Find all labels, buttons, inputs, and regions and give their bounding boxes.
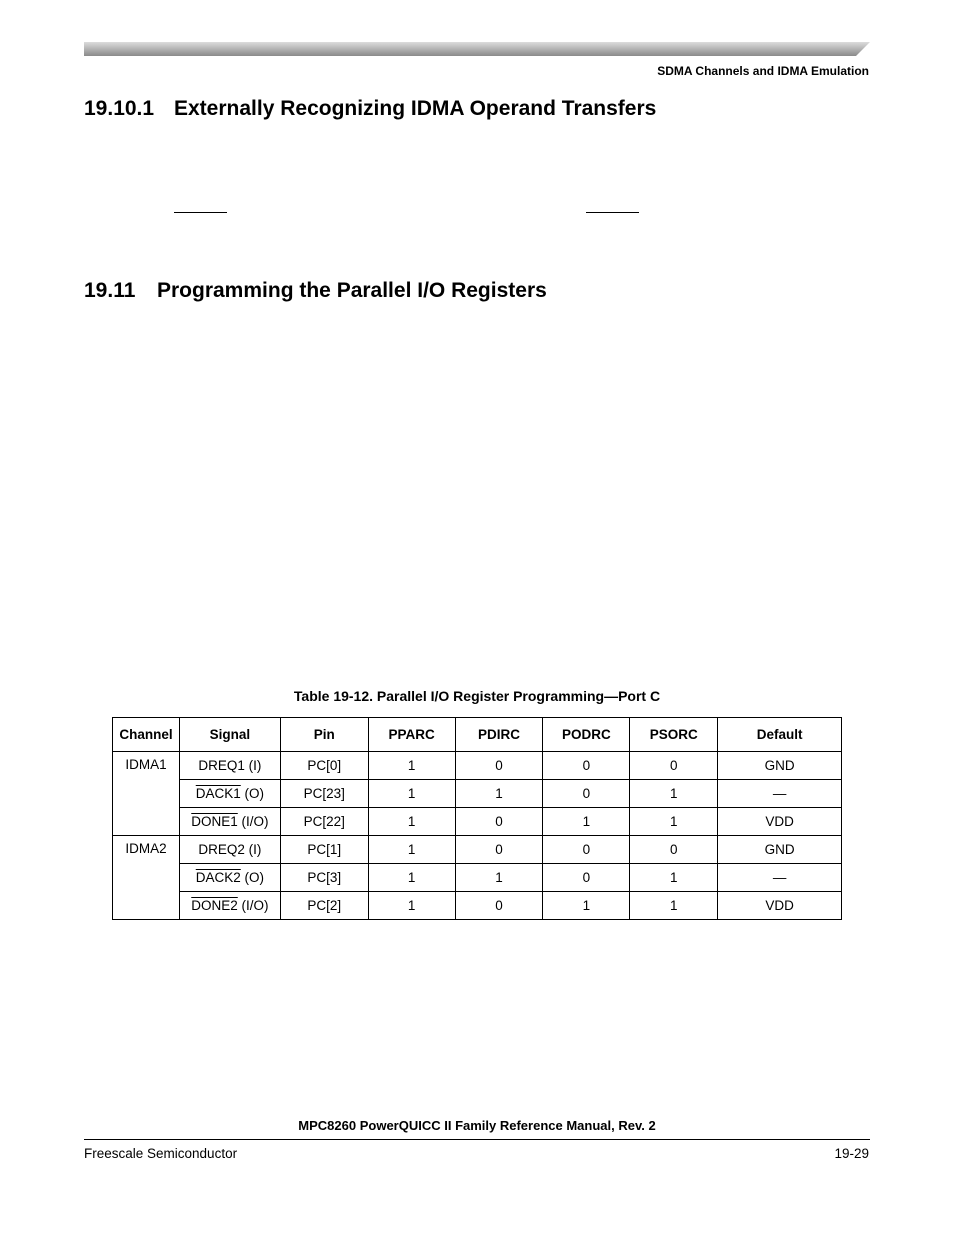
- footer-manual-title: MPC8260 PowerQUICC II Family Reference Manual, Rev. 2: [298, 1118, 656, 1133]
- pparc-cell: 1: [368, 892, 455, 920]
- psorc-cell: 1: [630, 892, 718, 920]
- signal-name: DONE2: [191, 898, 238, 913]
- psorc-cell: 1: [630, 808, 718, 836]
- pparc-cell: 1: [368, 752, 455, 780]
- signal-cell: [179, 892, 280, 920]
- pparc-cell: 1: [368, 780, 455, 808]
- pin-cell: PC[3]: [280, 864, 368, 892]
- table-row: [113, 864, 842, 892]
- pdirc-cell: 0: [455, 892, 543, 920]
- podrc-cell: 1: [543, 892, 630, 920]
- section-heading-19-10-1: [84, 97, 656, 121]
- pdirc-cell: 1: [455, 864, 543, 892]
- pdirc-cell: 0: [455, 808, 543, 836]
- overbar-mark: [586, 212, 639, 213]
- table-row: [113, 892, 842, 920]
- signal-direction: (I/O): [237, 898, 269, 913]
- signal-direction: (I): [244, 758, 262, 773]
- pparc-cell: 1: [368, 836, 455, 864]
- pdirc-cell: 0: [455, 752, 543, 780]
- default-cell: GND: [718, 836, 842, 864]
- signal-direction: (I/O): [237, 814, 269, 829]
- port-c-register-table: [112, 717, 842, 920]
- signal-cell: [179, 752, 280, 780]
- table-row: [113, 836, 842, 864]
- pin-cell: PC[1]: [280, 836, 368, 864]
- table-caption: Table 19-12. Parallel I/O Register Programming—Port C: [293, 688, 661, 704]
- signal-name: DACK1: [195, 786, 241, 801]
- column-header: Channel: [113, 718, 180, 752]
- default-cell: —: [718, 780, 842, 808]
- pin-cell: PC[23]: [280, 780, 368, 808]
- psorc-cell: 0: [630, 752, 718, 780]
- column-header: PDIRC: [455, 718, 543, 752]
- signal-name: DONE1: [191, 814, 238, 829]
- signal-cell: [179, 808, 280, 836]
- psorc-cell: 1: [630, 780, 718, 808]
- table-row: [113, 780, 842, 808]
- column-header: Pin: [280, 718, 368, 752]
- default-cell: VDD: [718, 808, 842, 836]
- signal-direction: (O): [240, 786, 265, 801]
- default-cell: VDD: [718, 892, 842, 920]
- podrc-cell: 0: [543, 780, 630, 808]
- pin-cell: PC[22]: [280, 808, 368, 836]
- column-header: PODRC: [543, 718, 630, 752]
- channel-cell: IDMA2: [113, 836, 180, 920]
- signal-direction: (O): [240, 870, 265, 885]
- pparc-cell: 1: [368, 864, 455, 892]
- signal-direction: (I): [244, 842, 262, 857]
- footer-divider: [84, 1139, 870, 1140]
- signal-cell: [179, 780, 280, 808]
- signal-name: DREQ1: [198, 758, 245, 773]
- column-header: Signal: [179, 718, 280, 752]
- default-cell: —: [718, 864, 842, 892]
- section-title: Programming the Parallel I/O Registers: [157, 279, 547, 302]
- podrc-cell: 0: [543, 836, 630, 864]
- psorc-cell: 1: [630, 864, 718, 892]
- overbar-mark: [174, 212, 227, 213]
- pin-cell: PC[0]: [280, 752, 368, 780]
- table-row: [113, 752, 842, 780]
- psorc-cell: 0: [630, 836, 718, 864]
- running-head: SDMA Channels and IDMA Emulation: [657, 64, 869, 78]
- section-heading-19-11: [84, 279, 547, 303]
- section-title: Externally Recognizing IDMA Operand Transfers: [174, 97, 657, 120]
- header-decorative-bar: [84, 42, 870, 56]
- table-row: [113, 808, 842, 836]
- signal-cell: [179, 864, 280, 892]
- signal-name: DREQ2: [198, 842, 245, 857]
- channel-cell: IDMA1: [113, 752, 180, 836]
- section-number: 19.11: [84, 279, 136, 302]
- table-header-row: [113, 718, 842, 752]
- podrc-cell: 0: [543, 864, 630, 892]
- pparc-cell: 1: [368, 808, 455, 836]
- podrc-cell: 0: [543, 752, 630, 780]
- signal-name: DACK2: [195, 870, 241, 885]
- signal-cell: [179, 836, 280, 864]
- footer-company: Freescale Semiconductor: [84, 1146, 238, 1161]
- podrc-cell: 1: [543, 808, 630, 836]
- section-number: 19.10.1: [84, 97, 155, 120]
- pin-cell: PC[2]: [280, 892, 368, 920]
- pdirc-cell: 0: [455, 836, 543, 864]
- column-header: PPARC: [368, 718, 455, 752]
- default-cell: GND: [718, 752, 842, 780]
- page-number: 19-29: [834, 1146, 869, 1161]
- column-header: PSORC: [630, 718, 718, 752]
- column-header: Default: [718, 718, 842, 752]
- pdirc-cell: 1: [455, 780, 543, 808]
